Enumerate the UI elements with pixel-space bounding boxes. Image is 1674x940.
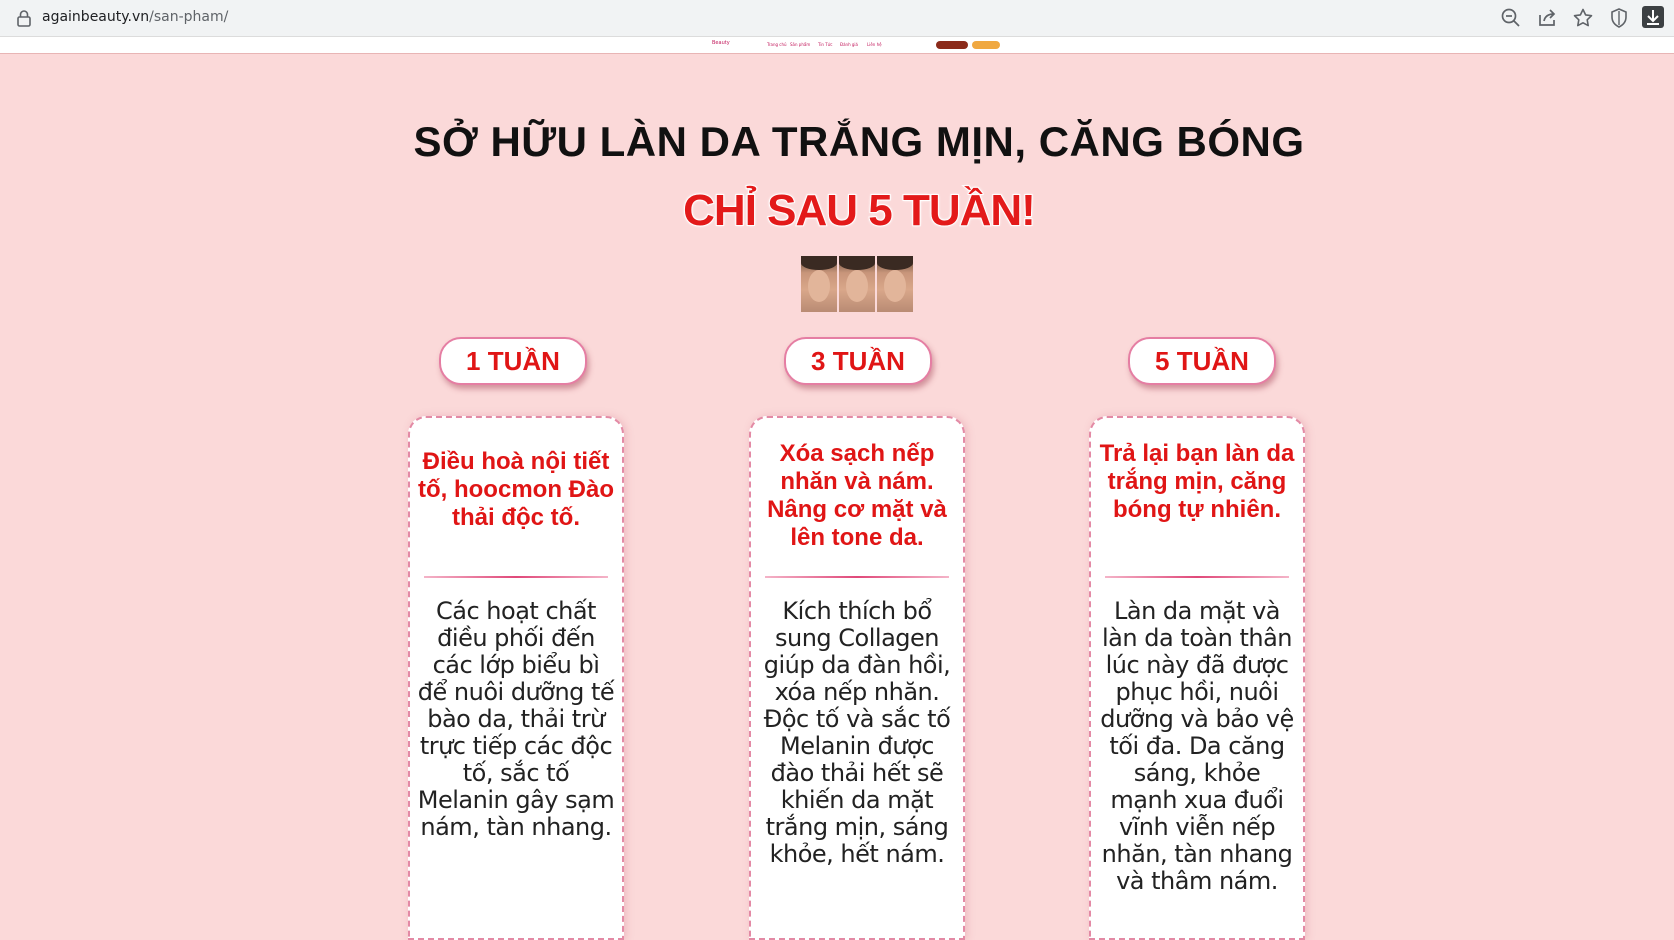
card-body: Kích thích bổ sung Collagen giúp da đàn hồi, xóa nếp nhăn. Độc tố và sắc tố Melanin được đào thải hết sẽ khiến da mặt trắng mịn, sáng khỏe, hết nám. [763, 597, 951, 868]
bookmark-star-icon[interactable] [1572, 7, 1594, 29]
week-3-pill: 3 TUẦN [784, 337, 932, 385]
card-divider [1105, 576, 1289, 578]
card-body: Các hoạt chất điều phối đến các lớp biểu bì để nuôi dưỡng tế bào da, thải trừ trực tiếp các độc tố, sắc tố Melanin gây sạm nám, tàn nhang. [417, 597, 615, 841]
shield-icon[interactable] [1608, 7, 1630, 29]
site-logo[interactable]: Beauty [712, 40, 730, 46]
before-after-faces-image [801, 256, 913, 312]
card-divider [424, 576, 608, 578]
nav-link-reviews[interactable]: Đánh giá [840, 42, 858, 47]
week-5-card [1089, 416, 1305, 940]
face-photo [877, 256, 913, 312]
face-photo [839, 256, 875, 312]
url-path: /san-pham/ [149, 9, 229, 25]
share-icon[interactable] [1536, 7, 1558, 29]
page-subheadline: CHỈ SAU 5 TUẦN! [683, 186, 1035, 235]
lock-icon[interactable] [17, 9, 31, 27]
page-headline: SỞ HỮU LÀN DA TRẮNG MỊN, CĂNG BÓNG [413, 118, 1305, 165]
week-5-pill: 5 TUẦN [1128, 337, 1276, 385]
zoom-out-icon[interactable] [1500, 7, 1522, 29]
card-title: Xóa sạch nếp nhăn và nám. Nâng cơ mặt và lên tone da. [767, 440, 947, 551]
week-1-card [408, 416, 624, 940]
card-divider [765, 576, 949, 578]
nav-link-home[interactable]: Trang chủ [767, 42, 787, 47]
nav-link-products[interactable]: Sản phẩm [790, 42, 811, 47]
nav-action-button[interactable] [936, 41, 968, 49]
nav-link-contact[interactable]: Liên hệ [867, 42, 882, 47]
site-navigation [0, 37, 1674, 54]
nav-link-news[interactable]: Tin Tức [818, 42, 833, 47]
download-icon[interactable] [1642, 6, 1664, 28]
week-3-card [749, 416, 965, 940]
nav-order-button[interactable] [972, 41, 1000, 49]
card-title: Điều hoà nội tiết tố, hoocmon Đào thải độc tố. [418, 448, 614, 531]
url-domain: againbeauty.vn [42, 9, 150, 25]
card-body: Làn da mặt và làn da toàn thân lúc này đã được phục hồi, nuôi dưỡng và bảo vệ tối đa. Da căng sáng, khỏe mạnh xua đuổi vĩnh viễn nếp nhăn, tàn nhang và thâm nám. [1100, 597, 1294, 895]
browser-toolbar [0, 0, 1674, 37]
face-photo [801, 256, 837, 312]
card-title: Trả lại bạn làn da trắng mịn, căng bóng tự nhiên. [1099, 440, 1295, 523]
week-1-pill: 1 TUẦN [439, 337, 587, 385]
address-bar[interactable] [42, 9, 228, 25]
